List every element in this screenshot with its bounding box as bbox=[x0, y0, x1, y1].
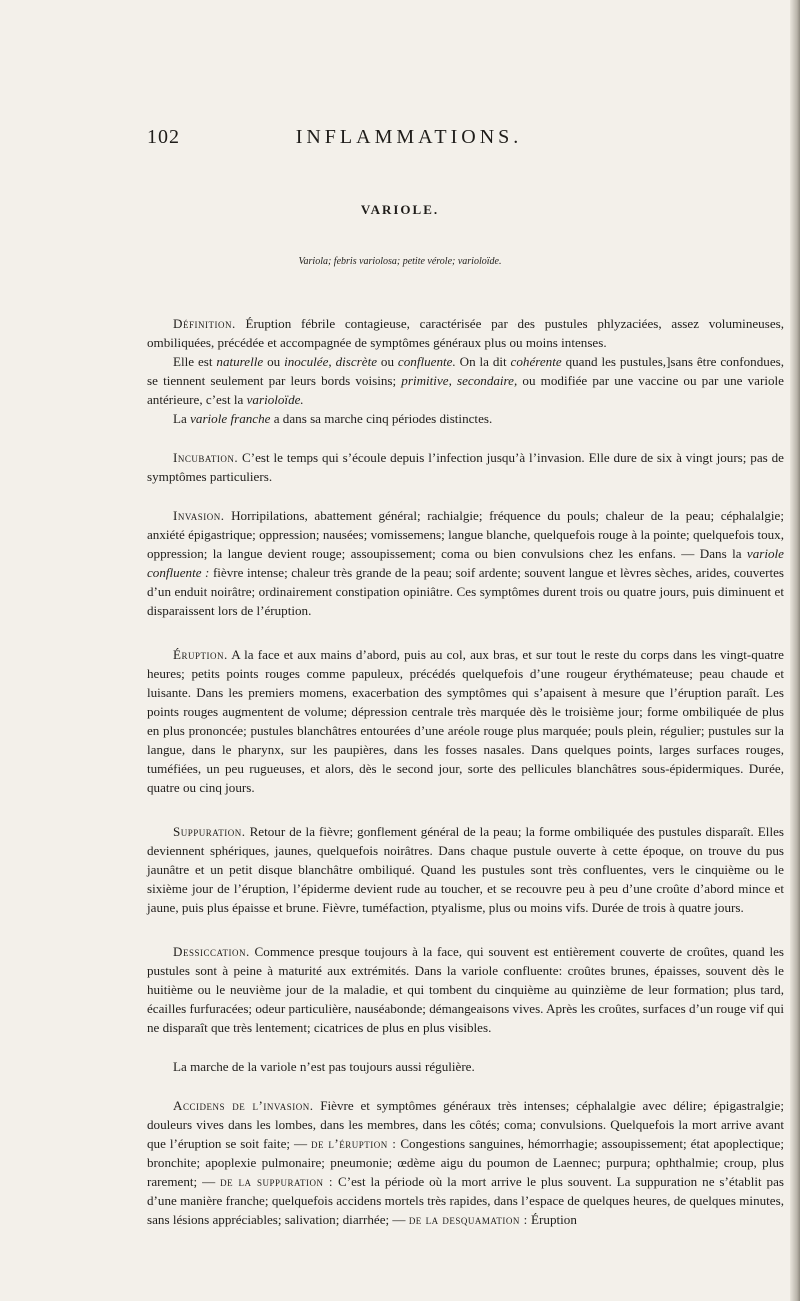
forms-t4: On la dit bbox=[455, 354, 511, 369]
paragraph-irregular bbox=[147, 1057, 784, 1076]
forms-e3: confluente. bbox=[397, 354, 456, 369]
lead-accidents: Accidens de l’invasion. bbox=[173, 1098, 314, 1113]
periods-t1: La bbox=[173, 411, 191, 426]
paragraph-incubation bbox=[147, 448, 784, 486]
text-invasion-em: variole confluente : bbox=[147, 546, 784, 580]
forms-t6: ou modifiée par une vaccine ou par une variole antérieure, c’est la bbox=[147, 373, 784, 407]
lead-suppuration: Suppuration. bbox=[173, 824, 246, 839]
text-definition: Éruption fébrile contagieuse, caractérisée par des pustules phlyzaciées, assez volumineuses, ombiliquées, précédée et accompagnée de symptômes généraux plus ou moins intenses. bbox=[147, 316, 784, 350]
page-number: 102 bbox=[147, 126, 180, 148]
forms-e5: primitive, secondaire, bbox=[401, 373, 518, 388]
text-eruption: A la face et aux mains d’abord, puis au col, aux bras, et sur tout le reste du corps dans les vingt-quatre heures; petits points rouges comme papuleux, précédés quelquefois d’une rougeur érythémateuse; peau chaude et luisante. Dans les premiers momens, exacerbation des symptômes qui s’apaisent à mesure que l’éruption paraît. Les points rouges augmentent de volume; dépression centrale très marquée dès le troisième jour; forme ombiliquée de plus en plus prononcée; pustules blanchâtres entourées d’une aréole rouge plus marquée; pouls plein, régulier; pustules sur la langue, dans le pharynx, sur les paupières, dans les fosses nasales. Dans quelques points, larges surfaces rouges, tuméfiées, un peu rugueuses, et alors, dès le second jour, sorte des pellicules blanchâtres sous-épidermiques. Durée, quatre ou cinq jours. bbox=[147, 647, 784, 795]
lead-definition: Définition. bbox=[173, 316, 236, 331]
text-suppuration: Retour de la fièvre; gonflement général de la peau; la forme ombiliquée des pustules disparaît. Elles deviennent sphériques, jaunes, quelquefois noirâtres. Dans chaque pustule ouverte à cette époque, on trouve du pus jaunâtre et un petit disque blanchâtre ombiliqué. Quand les pustules sont très confluentes, vers le cinquième ou le sixième jour de l’éruption, l’épiderme devient rude au toucher, et se recouvre peu à peu d’une croûte d’abord mince et jaune, puis plus épaisse et brune. Fièvre, tuméfaction, ptyalisme, plus ou moins vifs. Durée de trois à quatre jours. bbox=[147, 824, 784, 915]
forms-e4: cohérente bbox=[510, 354, 562, 369]
text-incubation: C’est le temps qui s’écoule depuis l’infection jusqu’à l’invasion. Elle dure de six à vingt jours; pas de symptômes particuliers. bbox=[147, 450, 784, 484]
paragraph-eruption bbox=[147, 645, 784, 797]
lead-invasion: Invasion. bbox=[173, 508, 225, 523]
running-title: INFLAMMATIONS. bbox=[295, 126, 523, 148]
text-accidents-4: Éruption bbox=[527, 1212, 577, 1227]
forms-t5: quand les pustules,]sans être confondues, se tiennent seulement par leurs bords voisins; bbox=[147, 354, 785, 388]
lead-eruption: Éruption. bbox=[173, 647, 228, 662]
synonyms-line: Variola; febris variolosa; petite vérole; varioloïde. bbox=[298, 256, 502, 267]
lead-dessiccation: Dessiccation. bbox=[173, 944, 250, 959]
lead-incubation: Incubation. bbox=[173, 450, 239, 465]
forms-e1: naturelle bbox=[216, 354, 264, 369]
paragraph-dessiccation bbox=[147, 942, 784, 1037]
body-text bbox=[147, 314, 784, 1229]
text-irregular: La marche de la variole n’est pas toujours aussi régulière. bbox=[173, 1059, 475, 1074]
text-accidents-3: C’est la période où la mort arrive le plus souvent. La suppuration ne s’établit pas d’une manière franche; quelquefois accidens mortels très rapides, dans l’espace de quelques heures, de quelques minutes, sans lésions appréciables; salivation; diarrhée; — bbox=[147, 1174, 784, 1227]
section-title: VARIOLE. bbox=[360, 202, 440, 217]
text-invasion-2: fièvre intense; chaleur très grande de la peau; soif ardente; souvent langue et lèvres sèches, arides, couvertes d’un enduit noirâtre; ordinairement constipation opiniâtre. Ces symptômes durent trois ou quatre jours, puis diminuent et disparaissent lors de l’éruption. bbox=[147, 565, 784, 618]
periods-e1: variole franche bbox=[190, 411, 271, 426]
forms-e6: varioloïde. bbox=[246, 392, 304, 407]
paragraph-forms bbox=[147, 352, 784, 409]
subhead-eruption: de l’éruption : bbox=[311, 1136, 397, 1151]
text-accidents-1: Fièvre et symptômes généraux très intenses; céphalalgie avec délire; épigastralgie; douleurs vives dans les lombes, dans les membres, dans les côtés; coma; convulsions. Quelquefois la mort arrive avant que l’éruption se soit faite; — bbox=[147, 1098, 784, 1151]
forms-t3: ou bbox=[377, 354, 398, 369]
paragraph-invasion bbox=[147, 506, 784, 620]
forms-e2: inoculée, discrète bbox=[284, 354, 378, 369]
paragraph-periods bbox=[147, 409, 784, 428]
forms-t2: ou bbox=[263, 354, 285, 369]
subhead-suppuration: de la suppuration : bbox=[220, 1174, 334, 1189]
paragraph-definition bbox=[147, 314, 784, 352]
forms-t1: Elle est bbox=[173, 354, 217, 369]
running-head bbox=[147, 126, 671, 150]
text-accidents-2: Congestions sanguines, hémorrhagie; assoupissement; état apoplectique; bronchite; apoplexie pulmonaire; pneumonie; œdème aigu du poumon de Laennec; purpura; ophthalmie; croup, plus rarement; — bbox=[147, 1136, 785, 1189]
paragraph-suppuration bbox=[147, 822, 784, 917]
periods-t2: a dans sa marche cinq périodes distinctes. bbox=[270, 411, 493, 426]
text-dessiccation: Commence presque toujours à la face, qui souvent est entièrement couverte de croûtes, quand les pustules sont à peine à maturité aux extrémités. Dans la variole confluente: croûtes brunes, épaisses, souvent dès le huitième ou le neuvième jour de la maladie, et qui tombent du cinquième au quinzième de leur formation; plus tard, écailles furfuracées; odeur particulière, nauséabonde; démangeaisons vives. Après les croûtes, surfaces d’un rouge vif qui ne disparaît que très lentement; cicatrices de plus en plus visibles. bbox=[147, 944, 784, 1035]
text-invasion-1: Horripilations, abattement général; rachialgie; fréquence du pouls; chaleur de la peau; céphalalgie; anxiété épigastrique; oppression; nausées; vomissemens; langue blanche, quelquefois rouge à la pointe; quelquefois toux, oppression; la langue devient rouge; assoupissement; coma ou bien convulsions chez les enfans. — Dans la bbox=[147, 508, 784, 561]
page-edge bbox=[790, 0, 800, 1301]
subhead-desquamation: de la desquamation : bbox=[408, 1212, 528, 1227]
paragraph-accidents bbox=[147, 1096, 784, 1229]
